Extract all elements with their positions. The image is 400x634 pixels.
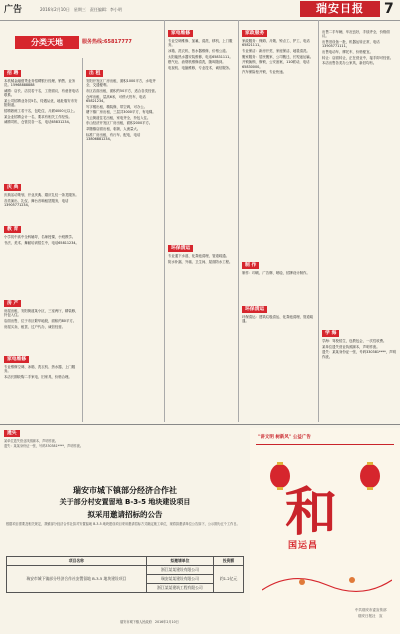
column-jiayong: 专业空调维修、加氟、清洗、移机，上门服务。 冰箱、洗衣机、热水器维修，价格公道。 太阳能热水器安装维修，电话65831111。 燃气灶、油烟机维修清洗，随叫随到。 电视机、电脑维修，专业技术，诚信服务。 bbox=[168, 39, 233, 70]
table-row: 瑞安市城下镇部分经济合作社安置留地 B-3-5 地块建设项目 浙江某某建设有限公司 约1.2亿元 bbox=[7, 566, 244, 575]
notice-table bbox=[6, 556, 244, 593]
table-row: 瑞安某某建设有限公司 bbox=[7, 575, 244, 584]
section-xuexi: 学 海 bbox=[322, 330, 339, 337]
section-jiayong: 家电维修 bbox=[168, 30, 193, 37]
ad-decoration bbox=[262, 560, 392, 600]
table-row: 浙江某某建筑工程有限公司 bbox=[7, 584, 244, 593]
page-meta: 2016年2月10日 星期三 责任编辑：李小明 bbox=[40, 7, 122, 12]
section-qingdian: 庆 典 bbox=[4, 184, 21, 191]
ad-top-line: "讲文明 树新风" 公益广告 bbox=[258, 435, 311, 440]
section-jiaoyu: 教 育 bbox=[4, 226, 21, 233]
newspaper-brand: 瑞安日报 bbox=[300, 1, 380, 17]
ad-rule bbox=[256, 444, 394, 445]
section-fangchan: 房 产 bbox=[4, 300, 21, 307]
section-jiayong-left: 家电维修 bbox=[4, 356, 29, 363]
column-jiayong-left: 专业维修空调、冰箱、洗衣机、热水器，上门服务。 本店长期收购二手家电、旧家具，价格合理。 bbox=[4, 365, 76, 379]
table-header: 项目名称 bbox=[7, 557, 147, 566]
ad-slogan-sub: 国运昌 bbox=[288, 541, 319, 551]
column-jiaoyu: 小学初中高中全科辅导，名师授课，小班教学。 书法、美术、舞蹈培训招生中，电话65811234。 bbox=[4, 235, 79, 245]
section-jiazheng: 家政服务 bbox=[242, 30, 267, 37]
column-zhaopin: 本机械金融借贷业务招聘银行经理、销售、业务员。15968888888 诚聘：店长、店员若干名，工资面议，有意者电话联系。 某公司招聘业务员5名，待遇从优，地址瑞安市安阳街道。 招聘熟练工若干名，包吃住，月薪4000元以上。 某企业招聘会计一名，要求有相关工作经验。 诚聘司机、仓管员各一名，电话65831234。 bbox=[4, 79, 79, 125]
column-huanbao-right: 环保清运：建筑垃圾清运、化粪池清理、管道疏通。 bbox=[242, 315, 314, 324]
page-section-title: 广告 bbox=[4, 5, 23, 15]
page-number: 7 bbox=[384, 1, 394, 17]
ad-slogan-main: 和 bbox=[285, 482, 338, 543]
section-huanbao-right: 环保清运 bbox=[242, 306, 267, 313]
column-chuzu: 安阳开发区厂房出租，面积1000平方，水电齐全，交通便利。 市区店面出租，面积约50平方，适合各类经营。 仓库出租，层高6米，可停大货车，电话65821234。 写字楼出租，精装修，带空调，可办公。 塘下镇厂房出租，三层共3000平方，有电梯。 飞云街道住宅出租，家电齐全，拎包入住。 东山经济开发区厂房出租，面积2000平方。 莘塍镇店面出租，临街，人流量大。 标准厂房出租，有行车、配电，电话13806881234。 bbox=[86, 79, 159, 141]
notice-heading-1: 瑞安市城下镇部分经济合作社 bbox=[73, 486, 177, 495]
column-fangchan: 房屋出租，安阳街道某小区，三室两厅，精装修，拎包入住。 店面出售，位于市区繁华地段，面积约80平方。 房屋买卖、租赁、过户代办，诚信经营。 bbox=[4, 309, 79, 329]
column-zhizuo: 制作：印刷、广告牌、喷绘、招牌设计制作。 bbox=[242, 271, 310, 275]
column-huanbao: 专业通下水道、化粪池清理，管道疏通。 防水补漏，外墙、卫生间、屋面防水工程。 bbox=[168, 254, 233, 264]
notice-body: 根据项目需要及相关规定，我镇部分经济合作社拟对安置留地 B-3-5 地块建设项目采用邀请招标方式确定施工单位，现将拟邀请单位公告如下，公示期为五个工作日。 bbox=[6, 522, 240, 526]
column-jiazheng: 家政服务：保姆、月嫂、钟点工、护工，电话65821111。 专业保洁：新房开荒、家庭保洁、地毯清洗。 搬家服务：居民搬家、公司搬迁、长短途运输。 开锁换锁、修锁，公安备案，110联动，电话65830000。 汽车保险柜开锁，专业快速。 bbox=[242, 39, 314, 75]
section-zhizuo: 制 作 bbox=[242, 262, 259, 269]
ad-footer-2: 瑞安日报社 宣 bbox=[358, 614, 383, 618]
column-divider bbox=[238, 20, 239, 422]
table-header: 拟邀请单位 bbox=[146, 557, 213, 566]
column-divider bbox=[164, 20, 165, 422]
notice-heading-2: 关于部分村安置留地 B-3-5 地块建设项目 bbox=[59, 498, 191, 506]
section-lost: 遗失 bbox=[4, 430, 20, 437]
table-header: 投资额 bbox=[214, 557, 244, 566]
column-chushou: 出售二手车辆，车况良好，手续齐全，价格面议。 出售旧设备一批，机器运转正常，电话13905771111。 出售电动车、摩托车，价格便宜。 转让：店面转让，正在营业中，接手即可经营。 本店出售各类办公家具，新旧均有。 bbox=[322, 30, 394, 66]
section-chuzu: 出 租 bbox=[86, 70, 103, 77]
section-zhaopin: 招 聘 bbox=[4, 70, 21, 77]
notice-footer: 瑞安市城下镇人民政府 2016年2月10日 bbox=[120, 620, 179, 624]
lost-notices: 某单位遗失营业执照副本，声明作废。 遗失：某某身份证一张，号码330381****，声明作废。 bbox=[4, 439, 84, 449]
ad-footer-1: 中共瑞安市委宣传部 bbox=[355, 608, 387, 612]
column-xuexi: 学海：驾校招生，包教包会，一次性收费。 某单位遗失营业执照副本，声明作废。 遗失：某某身份证一张，号码330381****，声明作废。 bbox=[322, 339, 396, 359]
notice-heading-3: 拟采用邀请招标的公告 bbox=[87, 510, 163, 519]
classified-hotline: 服务热线:65817777 bbox=[82, 39, 132, 45]
column-divider bbox=[82, 58, 83, 422]
column-divider bbox=[318, 20, 319, 422]
section-huanbao: 环保清运 bbox=[168, 245, 193, 252]
section-divider bbox=[0, 424, 400, 425]
classified-title: 分类天地 bbox=[15, 36, 79, 49]
column-qingdian: 庆典活动策划，开业庆典、婚庆礼仪一条龙服务。 各类演出、礼仪、舞台音响租赁服务，电话13905771234。 bbox=[4, 193, 79, 207]
